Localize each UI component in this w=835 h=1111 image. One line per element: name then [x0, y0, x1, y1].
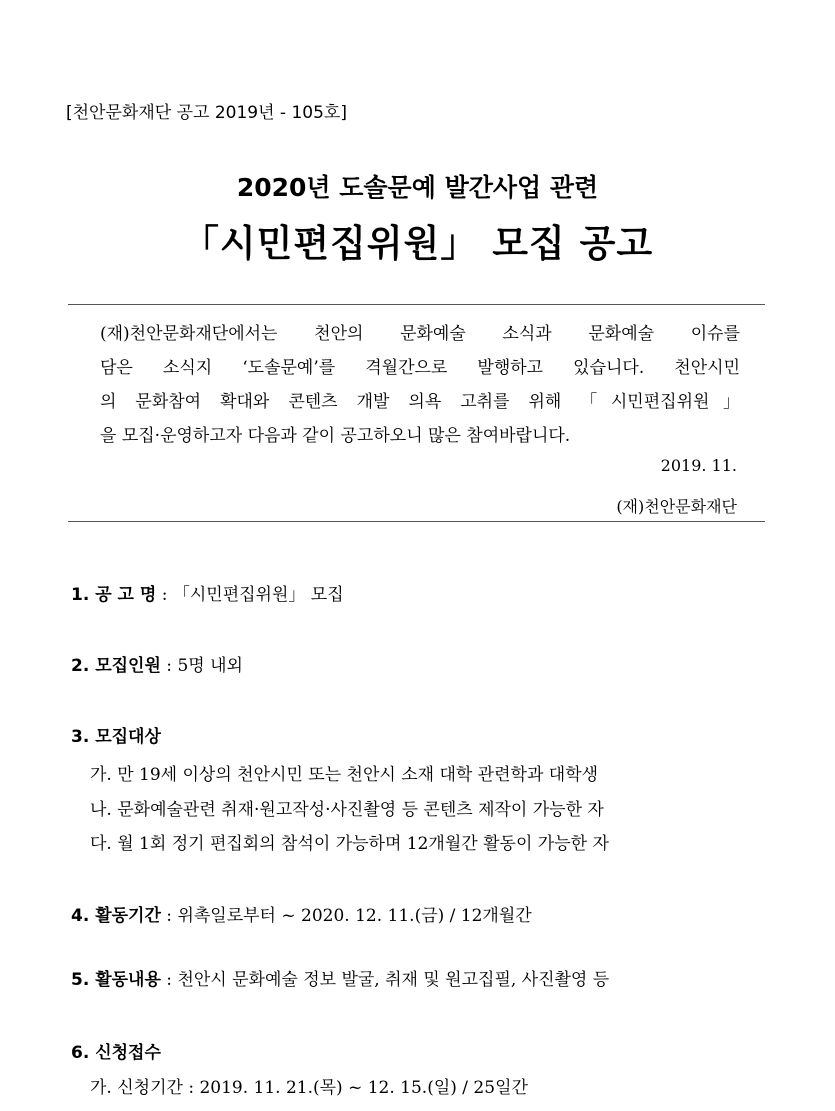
- section-application: [71, 1038, 161, 1063]
- section-heading: 2. 모집인원: [71, 656, 161, 676]
- section-target: [71, 722, 161, 747]
- section-value: : 천안시 문화예술 정보 발굴, 취재 및 원고집필, 사진촬영 등: [160, 970, 610, 990]
- intro-line: (재)천안문화재단에서는 천안의 문화예술 소식과 문화예술 이슈를: [100, 324, 740, 344]
- intro-line: 의 문화참여 확대와 콘텐츠 개발 의욕 고취를 위해 「시민편집위원」: [100, 392, 740, 412]
- section-heading: 1. 공 고 명: [71, 585, 157, 605]
- section-heading: 5. 활동내용: [71, 970, 161, 990]
- section-activity-period: [71, 901, 532, 926]
- application-item: 가. 신청기간 : 2019. 11. 21.(목) ~ 12. 15.(일) / 25일간: [90, 1078, 528, 1098]
- target-item: 다. 월 1회 정기 편집회의 참석이 가능하며 12개월간 활동이 가능한 자: [90, 834, 609, 854]
- target-item: 나. 문화예술관련 취재·원고작성·사진촬영 등 콘텐츠 제작이 가능한 자: [90, 800, 604, 820]
- section-value: : 5명 내외: [160, 656, 243, 676]
- notice-number: [천안문화재단 공고 2019년 - 105호]: [66, 103, 347, 123]
- top-divider: [68, 304, 765, 305]
- section-heading: 6. 신청접수: [71, 1043, 161, 1063]
- bottom-divider: [68, 521, 765, 522]
- section-heading: 4. 활동기간: [71, 906, 161, 926]
- section-value: : 「시민편집위원」 모집: [156, 585, 344, 605]
- intro-line: 담은 소식지 ‘도솔문예’를 격월간으로 발행하고 있습니다. 천안시민: [100, 358, 740, 378]
- section-title-notice-name: [71, 580, 344, 605]
- section-value: : 위촉일로부터 ~ 2020. 12. 11.(금) / 12개월간: [160, 906, 532, 926]
- section-recruit-count: [71, 651, 243, 676]
- organization-name: (재)천안문화재단: [616, 497, 737, 516]
- section-activity-content: [71, 965, 609, 990]
- page-title-line2: 「시민편집위원」 모집 공고: [181, 222, 654, 265]
- section-heading: 3. 모집대상: [71, 727, 161, 747]
- page-title-line1: 2020년 도솔문예 발간사업 관련: [236, 173, 599, 202]
- notice-date: 2019. 11.: [660, 456, 737, 475]
- intro-paragraph: [100, 317, 740, 453]
- intro-line: 을 모집·운영하고자 다음과 같이 공고하오니 많은 참여바랍니다.: [100, 426, 571, 446]
- target-item: 가. 만 19세 이상의 천안시민 또는 천안시 소재 대학 관련학과 대학생: [90, 765, 599, 785]
